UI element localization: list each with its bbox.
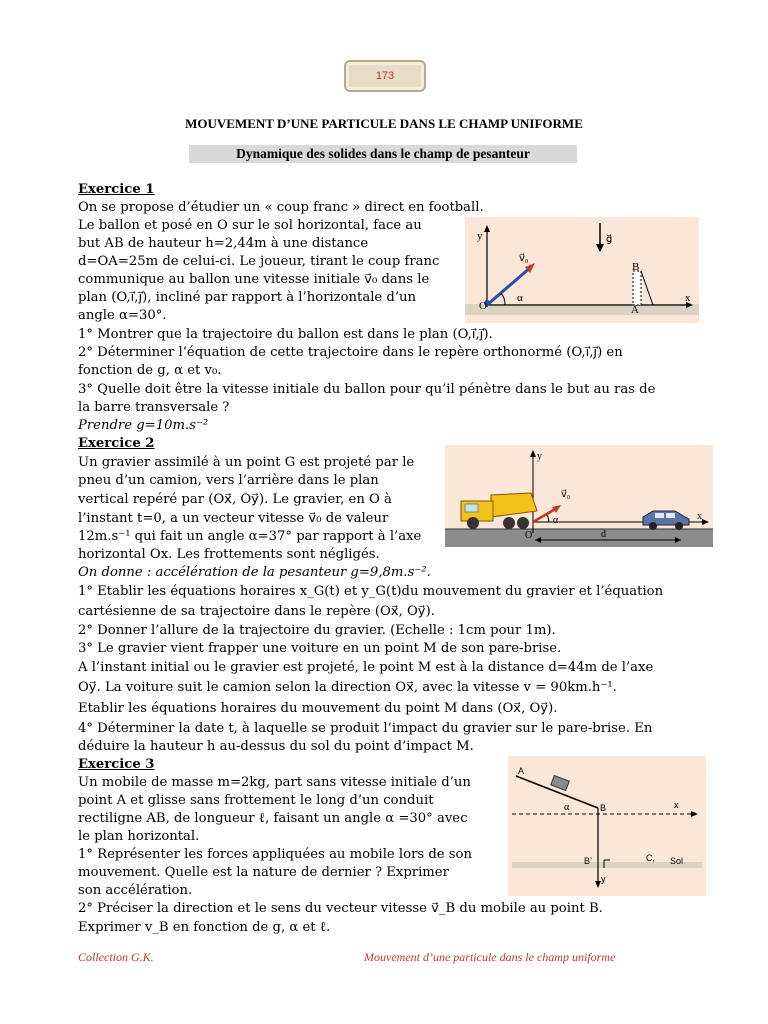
fig1-g-label: g⃗ — [606, 234, 613, 245]
ex1-heading: Exercice 1 — [78, 182, 155, 197]
footer-right: Mouvement d’une particule dans le champ uniforme — [364, 950, 616, 964]
ex3-line-8: Exprimer v_B en fonction de g, α et ℓ. — [78, 920, 331, 935]
ex1-line-1: Le ballon et posé en O sur le sol horizontal, face au — [78, 218, 422, 233]
ex1-line-5: plan (O,i⃗,j⃗), incliné par rapport à l’horizontale d’un — [78, 290, 417, 305]
goal-post — [633, 271, 641, 305]
ex1-line-9: fonction de g, α et v₀. — [78, 363, 222, 378]
page-title: MOUVEMENT D’UNE PARTICULE DANS LE CHAMP UNIFORME — [185, 116, 583, 131]
ex2-line2-2: 2° Donner l’allure de la trajectoire du gravier. (Echelle : 1cm pour 1m). — [78, 623, 556, 638]
page-number: 173 — [375, 70, 395, 82]
ex2-given: On donne : accélération de la pesanteur g=9,8m.s⁻². — [78, 565, 431, 580]
ex3-line-2: rectiligne AB, de longueur ℓ, faisant un angle α =30° avec — [78, 811, 468, 826]
ex1-line-11: la barre transversale ? — [78, 400, 230, 415]
fig3-x-label: x — [674, 800, 679, 810]
mobile-block — [551, 775, 570, 790]
ex1-figure — [465, 217, 699, 323]
ground-band — [465, 304, 699, 315]
footer-left: Collection G.K. — [78, 950, 154, 964]
fig3-alpha-label: α — [564, 802, 570, 813]
fig1-o-label: O — [479, 300, 487, 312]
ex3-line-6: son accélération. — [78, 883, 193, 898]
ex2-line2-1: cartésienne de sa trajectoire dans le repère (Ox⃗, Oy⃗). — [78, 604, 435, 619]
fig2-alpha-label: α — [553, 515, 559, 526]
ex2-line2-4: A l’instant initial ou le gravier est projeté, le point M est à la distance d=44m de l’axe — [78, 660, 654, 675]
fig1-v0-label: v⃗₀ — [519, 253, 529, 264]
fig1-y-label: y — [477, 230, 483, 242]
ex3-figure — [508, 756, 706, 896]
ex2-line2-3: 3° Le gravier vient frapper une voiture en un point M de son pare-brise. — [78, 641, 562, 656]
road — [445, 529, 713, 547]
fig2-y-label: y — [537, 451, 542, 462]
v0-vector — [487, 267, 531, 305]
fig2-d-label: d — [601, 529, 606, 540]
fig3-sol-label: Sol — [670, 856, 684, 866]
fig3-y-label: y — [601, 874, 606, 884]
ex3-line-1: point A et glisse sans frottement le long d’un conduit — [78, 793, 434, 808]
fig2-v0-label: v⃗₀ — [561, 489, 571, 500]
car — [643, 511, 689, 530]
ex1-line-6: angle α=30°. — [78, 308, 167, 323]
ex2-line-2: vertical repéré par (Ox⃗, Oy⃗). Le gravier, en O à — [78, 492, 392, 507]
ex1-line-4: communique au ballon une vitesse initiale v⃗₀ dans le — [78, 272, 430, 287]
fig2-x-label: x — [697, 511, 702, 522]
fig1-b-label: B — [632, 261, 640, 273]
fig3-b-label: B — [600, 803, 607, 813]
ex1-line-7: 1° Montrer que la trajectoire du ballon est dans le plan (O,i⃗,j⃗). — [78, 327, 493, 342]
ex1-line-3: d=OA=25m de celui-ci. Le joueur, tirant le coup franc — [78, 254, 440, 269]
ex2-line-4: 12m.s⁻¹ qui fait un angle α=37° par rapport à l’axe — [78, 529, 422, 544]
ex3-line-3: le plan horizontal. — [78, 829, 200, 844]
fig1-alpha-label: α — [517, 292, 523, 304]
ex1-line-8: 2° Déterminer l’équation de cette trajectoire dans le repère orthonormé (O,i⃗,j⃗) en — [78, 345, 623, 360]
page-subtitle: Dynamique des solides dans le champ de pesanteur — [189, 145, 577, 163]
ex2-line-1: pneu d’un camion, vers l’arrière dans le plan — [78, 473, 379, 488]
ex2-heading: Exercice 2 — [78, 436, 155, 451]
ex3-heading: Exercice 3 — [78, 757, 155, 772]
fig3-c-label: C, — [646, 853, 655, 863]
ex3-line-0: Un mobile de masse m=2kg, part sans vitesse initiale d’un — [78, 775, 471, 790]
ex2-line-0: Un gravier assimilé à un point G est projeté par le — [78, 455, 415, 470]
ex3-line-5: mouvement. Quelle est la nature de dernier ? Exprimer — [78, 865, 449, 880]
ex2-line2-5: Oy⃗. La voiture suit le camion selon la direction Ox⃗, avec la vitesse v = 90km.h⁻¹. — [78, 680, 617, 695]
dump-truck — [461, 493, 537, 529]
ex2-figure — [445, 445, 713, 547]
ex2-line2-8: déduire la hauteur h au-dessus du sol du point d’impact M. — [78, 739, 474, 754]
ex2-line-3: l’instant t=0, a un vecteur vitesse v⃗₀ de valeur — [78, 511, 389, 526]
ex1-given: Prendre g=10m.s⁻² — [78, 418, 209, 433]
ex1-line-0: On se propose d’étudier un « coup franc » direct en football. — [78, 200, 484, 215]
fig3-bprime-label: B’ — [584, 856, 593, 866]
ex3-line-7: 2° Préciser la direction et le sens du vecteur vitesse v⃗_B du mobile au point B. — [78, 901, 603, 916]
ex2-line-5: horizontal Ox. Les frottements sont négligés. — [78, 547, 380, 562]
ex1-line-2: but AB de hauteur h=2,44m à une distance — [78, 236, 369, 251]
fig1-a-label: A — [631, 304, 639, 316]
ex2-line2-7: 4° Déterminer la date t, à laquelle se produit l’impact du gravier sur le pare-brise. En — [78, 721, 653, 736]
ex2-line2-6: Etablir les équations horaires du mouvement du point M dans (Ox⃗, Oy⃗). — [78, 701, 558, 716]
fig3-a-label: A — [518, 766, 525, 776]
page-number-badge — [344, 60, 426, 92]
fig2-o-label: O — [525, 530, 533, 541]
ex1-line-10: 3° Quelle doit être la vitesse initiale du ballon pour qu’il pénètre dans le but au ras de — [78, 382, 656, 397]
ex2-line2-0: 1° Etablir les équations horaires x_G(t) et y_G(t)du mouvement du gravier et l’équation — [78, 584, 664, 599]
ex3-line-4: 1° Représenter les forces appliquées au mobile lors de son — [78, 847, 472, 862]
fig1-x-label: x — [685, 292, 691, 304]
